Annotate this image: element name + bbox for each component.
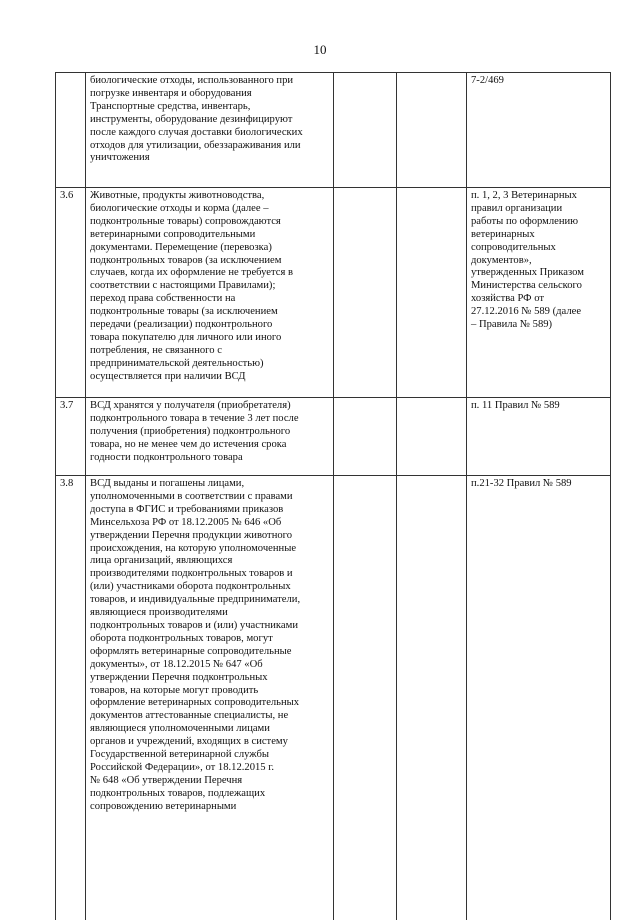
legal-reference: п.21-32 Правил № 589 xyxy=(467,476,611,920)
requirements-table xyxy=(55,72,611,920)
requirement-text: Животные, продукты животноводства, биологические отходы и корма (далее – подконтрольные товары) сопровождаются ветеринарными сопроводительными документами. Перемещение (перевозка) подконтрольных товаров (за исключением случаев, когда их оформление не требуется в соответствии с настоящими Правилами); переход права собственности на подконтрольные товары (за исключением передачи (реализации) подконтрольного товара покупателю для личного или иного потребления, не связанного с предпринимательской деятельностью) осуществляется при наличии ВСД xyxy=(86,188,334,398)
row-number: 3.8 xyxy=(56,476,86,920)
answer-cell xyxy=(334,188,397,398)
answer-cell xyxy=(334,398,397,476)
table-row xyxy=(56,476,611,920)
row-number: 3.7 xyxy=(56,398,86,476)
requirement-text: ВСД хранятся у получателя (приобретателя) подконтрольного товара в течение 3 лет после получения (приобретения) подконтрольного товара, но не менее чем до истечения срока годности подконтрольного товара xyxy=(86,398,334,476)
legal-reference: п. 11 Правил № 589 xyxy=(467,398,611,476)
answer-cell xyxy=(397,398,467,476)
table-row xyxy=(56,73,611,188)
answer-cell xyxy=(397,476,467,920)
row-number: 3.6 xyxy=(56,188,86,398)
answer-cell xyxy=(397,73,467,188)
requirement-text: биологические отходы, использованного при погрузке инвентаря и оборудования Транспортные средства, инвентарь, инструменты, оборудование дезинфицируют после каждого случая доставки биологических отходов для утилизации, обеззараживания или уничтожения xyxy=(86,73,334,188)
answer-cell xyxy=(334,476,397,920)
table-row xyxy=(56,188,611,398)
legal-reference: 7-2/469 xyxy=(467,73,611,188)
answer-cell xyxy=(397,188,467,398)
legal-reference: п. 1, 2, 3 Ветеринарных правил организации работы по оформлению ветеринарных сопроводительных документов», утвержденных Приказом Министерства сельского хозяйства РФ от 27.12.2016 № 589 (далее – Правила № 589) xyxy=(467,188,611,398)
answer-cell xyxy=(334,73,397,188)
page-number: 10 xyxy=(0,42,640,58)
row-number xyxy=(56,73,86,188)
requirement-text: ВСД выданы и погашены лицами, уполномоченными в соответствии с правами доступа в ФГИС и требованиями приказов Минсельхоза РФ от 18.12.2005 № 646 «Об утверждении Перечня продукции животного происхождения, на которую уполномоченные лица организаций, являющихся производителями подконтрольных товаров и (или) участниками оборота подконтрольных товаров, и индивидуальные предприниматели, являющиеся производителями подконтрольных товаров и (или) участниками оборота подконтрольных товаров, могут оформлять ветеринарные сопроводительные документы», от 18.12.2015 № 647 «Об утверждении Перечня подконтрольных товаров, на которые могут проводить оформление ветеринарных сопроводительных документов аттестованные специалисты, не являющиеся уполномоченными лицами органов и учреждений, входящих в систему Государственной ветеринарной службы Российской Федерации», от 18.12.2015 г. № 648 «Об утверждении Перечня подконтрольных товаров, подлежащих сопровождению ветеринарными xyxy=(86,476,334,920)
table-row xyxy=(56,398,611,476)
